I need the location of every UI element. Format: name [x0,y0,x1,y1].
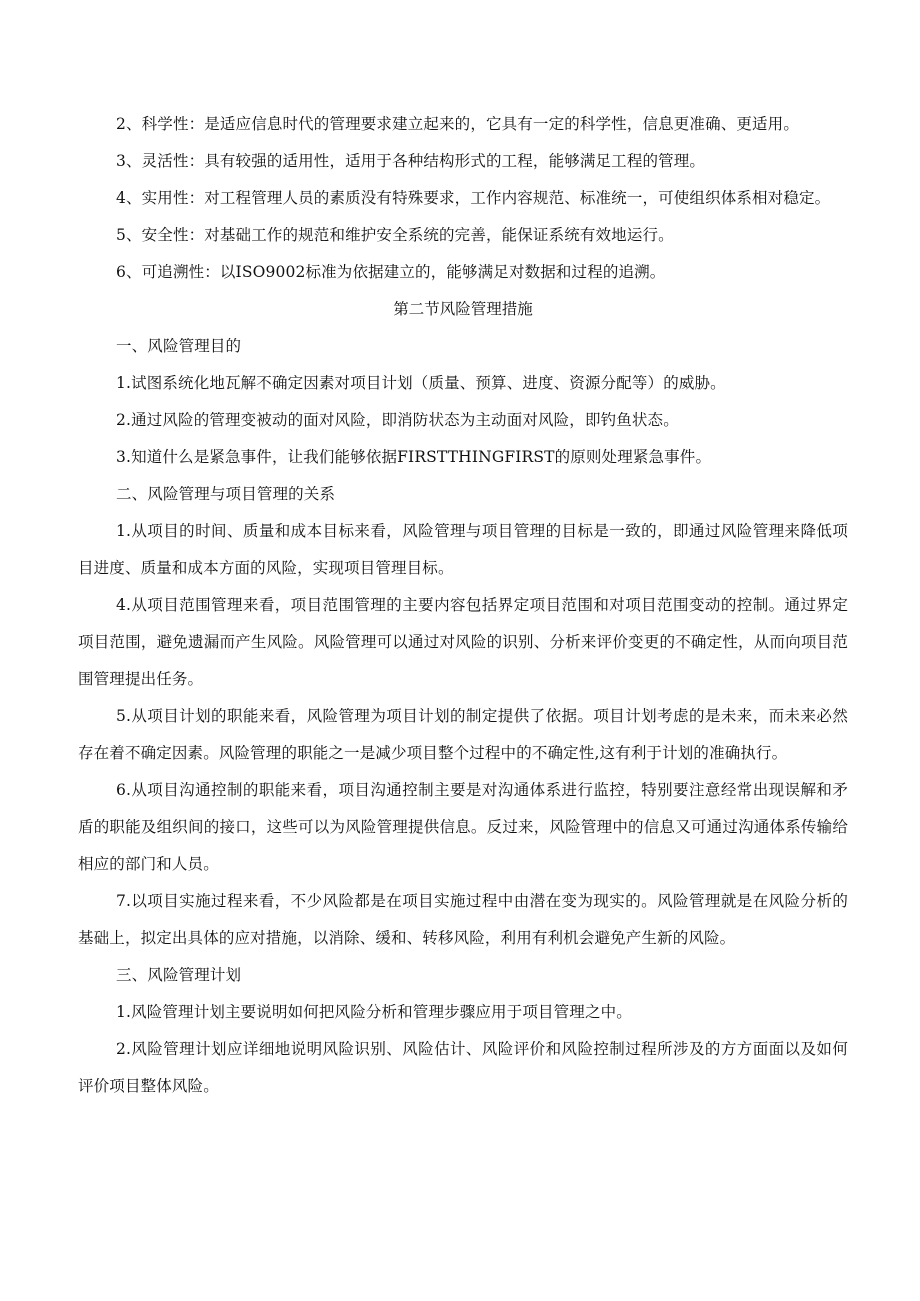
heading-risk-management-plan: 三、风险管理计划 [116,966,242,984]
paragraph-practicality: 4、实用性：对工程管理人员的素质没有特殊要求，工作内容规范、标准统一，可使组织体系相对稳定。 [116,189,831,207]
paragraph-relation-6: 6.从项目沟通控制的职能来看，项目沟通控制主要是对沟通体系进行监控，特别要注意经常出现误解和矛盾的职能及组织间的接口，这些可以为风险管理提供信息。反过来，风险管理中的信息又可通过沟通体系传输给相应的部门和人员。 [78,781,848,873]
paragraph-purpose-3: 3.知道什么是紧急事件，让我们能够依据FIRSTTHINGFIRST的原则处理紧急事件。 [116,448,712,466]
paragraph-relation-7: 7.以项目实施过程来看，不少风险都是在项目实施过程中由潜在变为现实的。风险管理就是在风险分析的基础上，拟定出具体的应对措施，以消除、缓和、转移风险，利用有利机会避免产生新的风险。 [78,892,848,947]
paragraph-plan-2: 2.风险管理计划应详细地说明风险识别、风险估计、风险评价和风险控制过程所涉及的方方面面以及如何评价项目整体风险。 [78,1040,848,1095]
section-title: 第二节风险管理措施 [393,300,533,318]
paragraph-purpose-1: 1.试图系统化地瓦解不确定因素对项目计划（质量、预算、进度、资源分配等）的威胁。 [116,374,726,392]
heading-risk-management-purpose: 一、风险管理目的 [116,337,242,355]
paragraph-purpose-2: 2.通过风险的管理变被动的面对风险，即消防状态为主动面对风险，即钓鱼状态。 [116,411,679,429]
paragraph-relation-5: 5.从项目计划的职能来看，风险管理为项目计划的制定提供了依据。项目计划考虑的是未来，而未来必然存在着不确定因素。风险管理的职能之一是减少项目整个过程中的不确定性,这有利于计划的准确执行。 [78,707,848,762]
paragraph-traceability: 6、可追溯性：以ISO9002标准为依据建立的，能够满足对数据和过程的追溯。 [116,263,666,281]
paragraph-flexibility: 3、灵活性：具有较强的适用性，适用于各种结构形式的工程，能够满足工程的管理。 [116,152,706,170]
paragraph-relation-4: 4.从项目范围管理来看，项目范围管理的主要内容包括界定项目范围和对项目范围变动的控制。通过界定项目范围，避免遗漏而产生风险。风险管理可以通过对风险的识别、分析来评价变更的不确定性，从而向项目范围管理提出任务。 [78,596,848,688]
paragraph-scientific: 2、科学性：是适应信息时代的管理要求建立起来的，它具有一定的科学性，信息更准确、更适用。 [116,115,799,133]
paragraph-security: 5、安全性：对基础工作的规范和维护安全系统的完善，能保证系统有效地运行。 [116,226,674,244]
heading-risk-vs-project-management: 二、风险管理与项目管理的关系 [116,485,336,503]
paragraph-plan-1: 1.风险管理计划主要说明如何把风险分析和管理步骤应用于项目管理之中。 [116,1003,632,1021]
document-page [78,106,848,1105]
paragraph-relation-1: 1.从项目的时间、质量和成本目标来看，风险管理与项目管理的目标是一致的，即通过风险管理来降低项目进度、质量和成本方面的风险，实现项目管理目标。 [78,522,848,577]
